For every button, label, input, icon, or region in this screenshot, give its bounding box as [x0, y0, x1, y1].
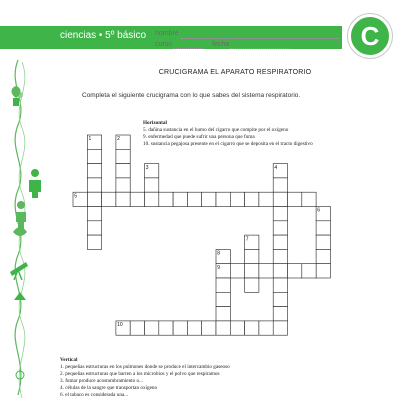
crossword-cell[interactable]	[288, 192, 302, 206]
crossword-cell[interactable]	[230, 264, 244, 278]
clue-item: 3. fumar produce acostumbramiento o...	[60, 378, 143, 384]
crossword-cell[interactable]	[273, 178, 287, 192]
crossword-cell[interactable]	[302, 192, 316, 206]
logo-letter: C	[360, 21, 380, 51]
crossword-cell[interactable]	[245, 278, 259, 292]
clue-item: 2. pequeñas estructuras que barren a los microbios y el polvo que respiramos	[60, 371, 220, 377]
crossword-cell[interactable]	[245, 249, 259, 263]
clue-item: 9. enfermedad que puede sufrir una persona que fuma	[143, 134, 255, 140]
clue-number: 4	[274, 164, 278, 171]
crossword-cell[interactable]	[273, 235, 287, 249]
crossword-cell[interactable]	[273, 207, 287, 221]
crossword-cell[interactable]	[116, 178, 130, 192]
crossword-cell[interactable]	[259, 321, 273, 335]
crossword-cell[interactable]	[316, 235, 330, 249]
crossword-cell[interactable]	[87, 149, 101, 163]
crossword-cell[interactable]	[87, 235, 101, 249]
subject-label: ciencias • 5º básico	[60, 30, 147, 41]
clue-number: 9	[217, 264, 220, 271]
crossword-cell[interactable]	[145, 321, 159, 335]
crossword-cell[interactable]	[245, 264, 259, 278]
clue-item: 6. el tabaco es considerada una...	[60, 392, 129, 398]
crossword-cell[interactable]	[102, 192, 116, 206]
crossword-cell[interactable]	[116, 149, 130, 163]
instructions: Completa el siguiente crucigrama con lo que sabes del sistema respiratorio.	[82, 92, 301, 99]
crossword-cell[interactable]	[216, 307, 230, 321]
crossword-cell[interactable]	[116, 164, 130, 178]
clue-item: 10. sustancia pegajosa presente en el cigarro que se deposita en el tracto digestivo	[143, 141, 313, 147]
crossword-cell[interactable]	[87, 164, 101, 178]
crossword-cell[interactable]	[202, 321, 216, 335]
crossword-cell[interactable]	[173, 321, 187, 335]
crossword-cell[interactable]	[273, 192, 287, 206]
crossword-cell[interactable]	[302, 264, 316, 278]
crossword-cell[interactable]	[87, 178, 101, 192]
crossword-cell[interactable]	[173, 192, 187, 206]
crossword-cell[interactable]	[273, 264, 287, 278]
crossword-cell[interactable]	[145, 192, 159, 206]
crossword-cell[interactable]	[316, 264, 330, 278]
clue-number: 8	[217, 250, 220, 257]
clue-number: 1	[88, 136, 92, 143]
crossword-cell[interactable]	[273, 221, 287, 235]
clue-number: 10	[117, 322, 123, 329]
crossword-cell[interactable]	[87, 192, 101, 206]
clue-number: 7	[245, 236, 249, 243]
crossword-cell[interactable]	[159, 321, 173, 335]
crossword-cell[interactable]	[130, 321, 144, 335]
crossword-cell[interactable]	[230, 192, 244, 206]
crossword-cell[interactable]	[145, 178, 159, 192]
crossword-cell[interactable]	[187, 192, 201, 206]
crossword-cell[interactable]	[273, 249, 287, 263]
crossword-cell[interactable]	[288, 264, 302, 278]
clue-item: 4. células de la sangre que transportan oxígeno	[60, 385, 158, 391]
crossword-cell[interactable]	[216, 292, 230, 306]
clue-number: 5	[74, 193, 77, 200]
crossword-cell[interactable]	[159, 192, 173, 206]
crossword-cell[interactable]	[216, 192, 230, 206]
crossword-cell[interactable]	[316, 221, 330, 235]
clue-item: 1. pequeñas estructuras en los pulmones donde se produce el intercambio gaseoso	[60, 364, 230, 370]
crossword-cell[interactable]	[273, 278, 287, 292]
crossword-cell[interactable]	[87, 221, 101, 235]
crossword-cell[interactable]	[273, 292, 287, 306]
crossword-cell[interactable]	[273, 321, 287, 335]
crossword-cell[interactable]	[216, 278, 230, 292]
crossword-cell[interactable]	[230, 321, 244, 335]
document-title: CRUCIGRAMA EL APARATO RESPIRATORIO	[158, 69, 312, 76]
clue-number: 2	[117, 136, 120, 143]
crossword-cell[interactable]	[245, 321, 259, 335]
horizontal-heading: Horizontal	[143, 120, 167, 126]
clue-item: 5. dañina sustancia en el humo del cigarro que compite por el oxígeno	[143, 127, 289, 133]
crossword-cell[interactable]	[259, 264, 273, 278]
clue-number: 6	[317, 207, 321, 214]
course-label: curso	[155, 41, 173, 48]
crossword-cell[interactable]	[259, 192, 273, 206]
crossword-cell[interactable]	[216, 321, 230, 335]
clue-number: 3	[145, 164, 149, 171]
crossword-cell[interactable]	[202, 192, 216, 206]
crossword-cell[interactable]	[187, 321, 201, 335]
vertical-clues	[60, 357, 360, 399]
crossword-cell[interactable]	[316, 249, 330, 263]
crossword-cell[interactable]	[245, 192, 259, 206]
vertical-heading: Vertical	[60, 357, 78, 363]
date-label: fecha	[212, 41, 230, 48]
name-label: nombre	[155, 30, 179, 37]
crossword-cell[interactable]	[130, 192, 144, 206]
crossword-cell[interactable]	[87, 207, 101, 221]
crossword-cell[interactable]	[273, 307, 287, 321]
crossword-cell[interactable]	[116, 192, 130, 206]
